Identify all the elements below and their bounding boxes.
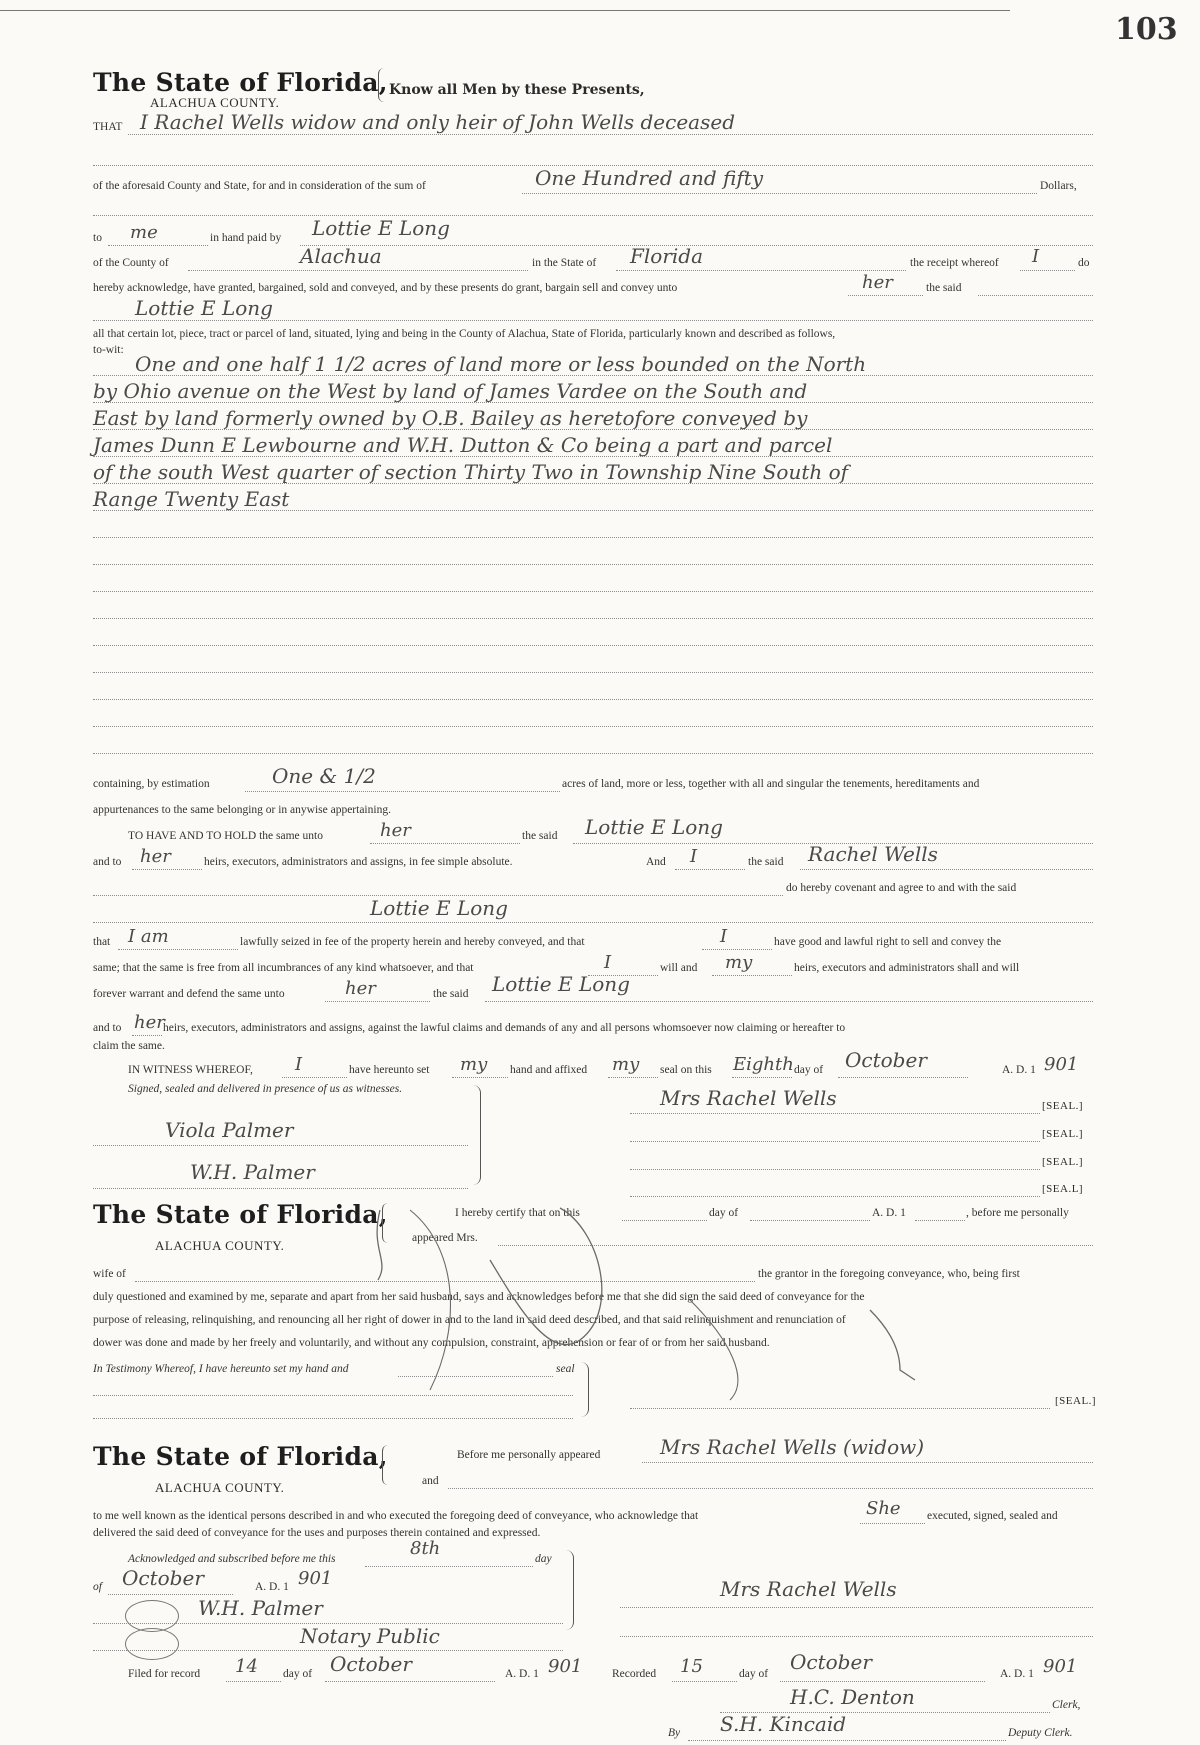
empty-description-line — [93, 753, 1093, 754]
towit-label: to-wit: — [93, 344, 124, 356]
appurtenances-text: appurtenances to the same belonging or in anywise appertaining. — [93, 804, 391, 816]
the-said-line — [978, 295, 1093, 296]
ack2-subday-handwriting: 8th — [410, 1538, 441, 1559]
ack1-seal-label: [SEAL.] — [1055, 1395, 1097, 1407]
covenant-grantee-handwriting: Lottie E Long — [370, 896, 508, 920]
deputy-label: Deputy Clerk. — [1008, 1727, 1073, 1739]
covenantor-line — [800, 869, 1093, 870]
paid-by-text: in hand paid by — [210, 232, 282, 244]
month-handwriting: October — [845, 1048, 927, 1072]
executors-text: heirs, executors and administrators shall and will — [794, 962, 1020, 974]
acres-line — [245, 791, 560, 792]
rec-year-handwriting: 901 — [1043, 1656, 1078, 1677]
and-label: And — [646, 856, 666, 868]
heirs2-handwriting: her — [134, 1012, 165, 1033]
witness-signature-line — [93, 1188, 468, 1189]
seal-label-1: [SEAL.] — [1042, 1100, 1084, 1112]
signature-line — [630, 1113, 1040, 1114]
top-rule — [0, 10, 1010, 11]
rec-day-handwriting: 15 — [680, 1656, 703, 1677]
empty-description-line — [93, 537, 1093, 538]
ack1-seal-word: seal — [556, 1363, 575, 1375]
free-handwriting: I — [604, 952, 612, 973]
day-handwriting: Eighth — [733, 1054, 794, 1075]
day-line — [732, 1077, 792, 1078]
acres-text: acres of land, more or less, together with all and singular the tenements, hereditaments and — [562, 778, 980, 790]
hand-affixed-text: hand and affixed — [510, 1064, 588, 1076]
ack2-ad-text: A. D. 1 — [255, 1581, 289, 1593]
know-all-heading: Know all Men by these Presents, — [389, 82, 645, 98]
state-line — [616, 270, 906, 271]
that-label: THAT — [93, 121, 123, 133]
hand-handwriting: my — [460, 1054, 488, 1075]
right-text: have good and lawful right to sell and convey the — [774, 936, 1002, 948]
description-text-3: East by land formerly owned by O.B. Bailey as heretofore conveyed by — [93, 406, 808, 430]
rec-month-line — [780, 1681, 985, 1682]
seal-label-4: [SEA.L] — [1042, 1183, 1084, 1195]
cancellation-strokes — [370, 1190, 990, 1410]
covenantor-handwriting: Rachel Wells — [808, 842, 938, 866]
deed-brace — [378, 68, 387, 102]
county-of-label: of the County of — [93, 257, 169, 269]
containing-text: containing, by estimation — [93, 778, 210, 790]
have-set-text: have hereunto set — [349, 1064, 430, 1076]
state-of-label: in the State of — [532, 257, 597, 269]
filed-month-handwriting: October — [330, 1652, 412, 1676]
habendum-text: TO HAVE AND TO HOLD the same unto — [128, 830, 323, 842]
filed-month-line — [325, 1681, 495, 1682]
description-text-1: One and one half 1 1/2 acres of land more or less bounded on the North — [135, 352, 867, 376]
blank-line-2 — [93, 215, 1093, 216]
seized-text: lawfully seized in fee of the property herein and hereby conveyed, and that — [240, 936, 585, 948]
filed-day-line — [226, 1681, 281, 1682]
grantor-handwriting: I Rachel Wells widow and only heir of John Wells deceased — [140, 110, 736, 134]
to-line — [108, 245, 208, 246]
ack2-signature-line — [620, 1607, 1093, 1608]
witness-signature-1: Viola Palmer — [165, 1118, 294, 1142]
receipt-handwriting: I — [1032, 246, 1040, 267]
ack2-of-label: of — [93, 1581, 102, 1593]
empty-description-line — [93, 591, 1093, 592]
ack2-county: ALACHUA COUNTY. — [155, 1480, 285, 1495]
ack1-before-text: , before me personally — [966, 1207, 1069, 1219]
ad-text: A. D. 1 — [1002, 1064, 1036, 1076]
ack2-state-heading: The State of Florida, — [93, 1442, 388, 1471]
heirs-line — [132, 869, 202, 870]
deed-state-heading: The State of Florida, — [93, 68, 388, 97]
description-text-6: Range Twenty East — [93, 487, 290, 511]
ack2-she-line — [860, 1523, 925, 1524]
will-and-label: will and — [660, 962, 698, 974]
ack1-ad: A. D. 1 — [872, 1207, 906, 1219]
ack2-signature-line-2 — [620, 1636, 1093, 1637]
claims-text: heirs, executors, administrators and assigns, against the lawful claims and demands of any and all persons whomsoever now claiming or hereafter to — [163, 1022, 846, 1034]
warrant-grantee-handwriting: Lottie E Long — [492, 972, 630, 996]
seized-line — [702, 949, 772, 950]
recorded-text: Recorded — [612, 1668, 657, 1680]
ack1-certify-text: I hereby certify that on this — [455, 1207, 580, 1219]
that-label-2: that — [93, 936, 111, 948]
ack1-wife-of: wife of — [93, 1268, 126, 1280]
seal-line-2 — [630, 1141, 1040, 1142]
ack1-sig-line — [93, 1418, 573, 1419]
deputy-handwriting: S.H. Kincaid — [720, 1712, 847, 1736]
rec-day-line — [672, 1681, 737, 1682]
to-label: to — [93, 232, 102, 244]
and-handwriting: I — [690, 846, 698, 867]
deed-county: ALACHUA COUNTY. — [150, 95, 280, 110]
filed-text: Filed for record — [128, 1668, 201, 1680]
warrant-said: the said — [433, 988, 469, 1000]
ack2-day-label: day — [535, 1553, 552, 1565]
rec-month-handwriting: October — [790, 1650, 872, 1674]
grantor-signature: Mrs Rachel Wells — [660, 1086, 837, 1110]
free-text: same; that the same is free from all incumbrances of any kind whatsoever, and that — [93, 962, 474, 974]
ack1-county: ALACHUA COUNTY. — [155, 1238, 285, 1253]
clerk-handwriting: H.C. Denton — [790, 1685, 915, 1709]
ack2-subscribed-text: Acknowledged and subscribed before me this — [128, 1553, 336, 1565]
covenant-grantee-line — [93, 922, 1093, 923]
ack1-grantor-text: the grantor in the foregoing conveyance, who, being first — [758, 1268, 1020, 1280]
habendum-said: the said — [522, 830, 558, 842]
signed-text: Signed, sealed and delivered in presence of us as witnesses. — [128, 1083, 403, 1095]
witness-signature-line — [93, 1145, 468, 1146]
seal-label-2: [SEAL.] — [1042, 1128, 1084, 1140]
ack2-she-handwriting: She — [866, 1498, 901, 1519]
covenant-text: do hereby covenant and agree to and with the said — [786, 882, 1017, 894]
empty-description-line — [93, 618, 1093, 619]
sum-line — [522, 193, 1037, 194]
notary-seal-scribble — [125, 1628, 179, 1660]
ack2-brace-2 — [565, 1550, 574, 1630]
my-line — [712, 975, 792, 976]
ack2-brace — [382, 1445, 391, 1485]
warrant-handwriting: her — [345, 978, 376, 999]
the-said-label: the said — [926, 282, 962, 294]
ack2-executed-text: executed, signed, sealed and — [927, 1510, 1058, 1522]
witness-text: IN WITNESS WHEREOF, — [128, 1064, 253, 1076]
empty-description-line — [93, 564, 1093, 565]
dollars-label: Dollars, — [1040, 180, 1077, 192]
seal-line-3 — [630, 1169, 1040, 1170]
the-said-2: the said — [748, 856, 784, 868]
filed-day-of: day of — [283, 1668, 313, 1680]
ack1-body-line: purpose of releasing, relinquishing, and renouncing all her right of dower in and to the land in said deed described, and that said relinquishment and renunciation of — [93, 1314, 846, 1326]
grantee-line — [93, 320, 1093, 321]
ack1-day-of: day of — [709, 1207, 739, 1219]
filed-ad: A. D. 1 — [505, 1668, 539, 1680]
witness-line — [282, 1077, 347, 1078]
empty-description-line — [93, 699, 1093, 700]
sum-handwriting: One Hundred and fifty — [535, 166, 764, 190]
month-line — [838, 1077, 968, 1078]
witness-signature-2: W.H. Palmer — [190, 1160, 315, 1184]
and-to-2: and to — [93, 1022, 122, 1034]
seal-handwriting: my — [612, 1054, 640, 1075]
warrant-grantee-line — [485, 1001, 1093, 1002]
ack1-testimony-text: In Testimony Whereof, I have hereunto set my hand and — [93, 1363, 349, 1375]
acres-handwriting: One & 1/2 — [272, 764, 376, 788]
ack2-subday-line — [365, 1566, 533, 1567]
receipt-line — [1020, 270, 1075, 271]
warrant-line — [325, 1001, 430, 1002]
empty-description-line — [93, 672, 1093, 673]
ack2-delivered-text: delivered the said deed of conveyance for the uses and purposes therein contained and expressed. — [93, 1527, 541, 1539]
empty-description-line — [93, 645, 1093, 646]
seal-label-3: [SEAL.] — [1042, 1156, 1084, 1168]
rec-day-of: day of — [739, 1668, 769, 1680]
deputy-line — [688, 1740, 1006, 1741]
heirs2-line — [132, 1035, 162, 1036]
to-handwriting: me — [130, 222, 158, 243]
ack2-appeared-line — [642, 1462, 1093, 1463]
seal-on-text: seal on this — [660, 1064, 712, 1076]
claim-same: claim the same. — [93, 1040, 165, 1052]
am-line — [118, 949, 238, 950]
county-handwriting: Alachua — [300, 244, 382, 268]
land-text: all that certain lot, piece, tract or parcel of land, situated, lying and being in the County of Alachua, State of Florida, particularly known and described as follows, — [93, 328, 836, 340]
day-of-text: day of — [794, 1064, 824, 1076]
ack2-notary-title-handwriting: Notary Public — [300, 1624, 440, 1648]
description-text-4: James Dunn E Lewbourne and W.H. Dutton & Co being a part and parcel — [93, 433, 833, 457]
my-handwriting: my — [725, 952, 753, 973]
ack2-appeared-handwriting: Mrs Rachel Wells (widow) — [660, 1435, 925, 1459]
ack2-month-handwriting: October — [122, 1566, 204, 1590]
state-handwriting: Florida — [630, 244, 703, 268]
warrant-text: forever warrant and defend the same unto — [93, 988, 285, 1000]
witness-brace — [472, 1085, 481, 1185]
ack2-and-label: and — [422, 1475, 439, 1487]
habendum-handwriting: her — [380, 820, 411, 841]
ack2-before-text: Before me personally appeared — [457, 1449, 601, 1461]
filed-day-handwriting: 14 — [235, 1656, 258, 1677]
ack2-month-line — [108, 1594, 233, 1595]
ack2-and-line — [448, 1488, 1093, 1489]
and-to-label: and to — [93, 856, 122, 868]
and-line — [675, 869, 745, 870]
ack1-state-heading: The State of Florida, — [93, 1200, 388, 1229]
heirs-handwriting: her — [140, 846, 171, 867]
ack1-appeared: appeared Mrs. — [412, 1232, 478, 1244]
acknowledge-text: hereby acknowledge, have granted, bargained, sold and conveyed, and by these presents do grant, bargain sell and convey unto — [93, 282, 678, 294]
hand-line — [452, 1077, 508, 1078]
do-label: do — [1078, 257, 1090, 269]
description-text-5: of the south West quarter of section Thirty Two in Township Nine South of — [93, 460, 849, 484]
ack2-known-text: to me well known as the identical persons described in and who executed the foregoing deed of conveyance, who acknowledge that — [93, 1510, 699, 1522]
ack1-body-line: dower was done and made by her freely and voluntarily, and without any compulsion, constraint, apprehension or fear of or from her said husband. — [93, 1337, 770, 1349]
habendum-grantee-handwriting: Lottie E Long — [585, 815, 723, 839]
ack1-body-line: duly questioned and examined by me, separate and apart from her said husband, says and acknowledges before me that she did sign the said deed of conveyance for the — [93, 1291, 865, 1303]
by-label: By — [668, 1727, 681, 1739]
page-number: 103 — [1115, 12, 1178, 47]
grantor-line — [128, 134, 1093, 135]
ack2-notary-handwriting: W.H. Palmer — [198, 1596, 323, 1620]
unto-handwriting: her — [862, 272, 893, 293]
consideration-text: of the aforesaid County and State, for and in consideration of the sum of — [93, 180, 426, 192]
habendum-line — [370, 843, 520, 844]
seal-line — [608, 1077, 658, 1078]
empty-description-line — [93, 726, 1093, 727]
ack2-notary-title-line — [93, 1650, 563, 1651]
unto-line — [848, 295, 923, 296]
ack2-year-handwriting: 901 — [298, 1568, 333, 1589]
description-text-2: by Ohio avenue on the West by land of James Vardee on the South and — [93, 379, 808, 403]
year-handwriting: 901 — [1044, 1054, 1079, 1075]
heirs-text: heirs, executors, administrators and assigns, in fee simple absolute. — [204, 856, 513, 868]
filed-year-handwriting: 901 — [548, 1656, 583, 1677]
clerk-label: Clerk, — [1052, 1699, 1081, 1711]
seized-handwriting: I — [720, 926, 728, 947]
receipt-text: the receipt whereof — [910, 257, 999, 269]
rec-ad: A. D. 1 — [1000, 1668, 1034, 1680]
ack2-grantor-signature: Mrs Rachel Wells — [720, 1577, 897, 1601]
witness-handwriting: I — [295, 1054, 303, 1075]
county-line — [188, 270, 528, 271]
am-handwriting: I am — [128, 926, 169, 947]
grantee-handwriting: Lottie E Long — [135, 296, 273, 320]
paid-by-handwriting: Lottie E Long — [312, 216, 450, 240]
